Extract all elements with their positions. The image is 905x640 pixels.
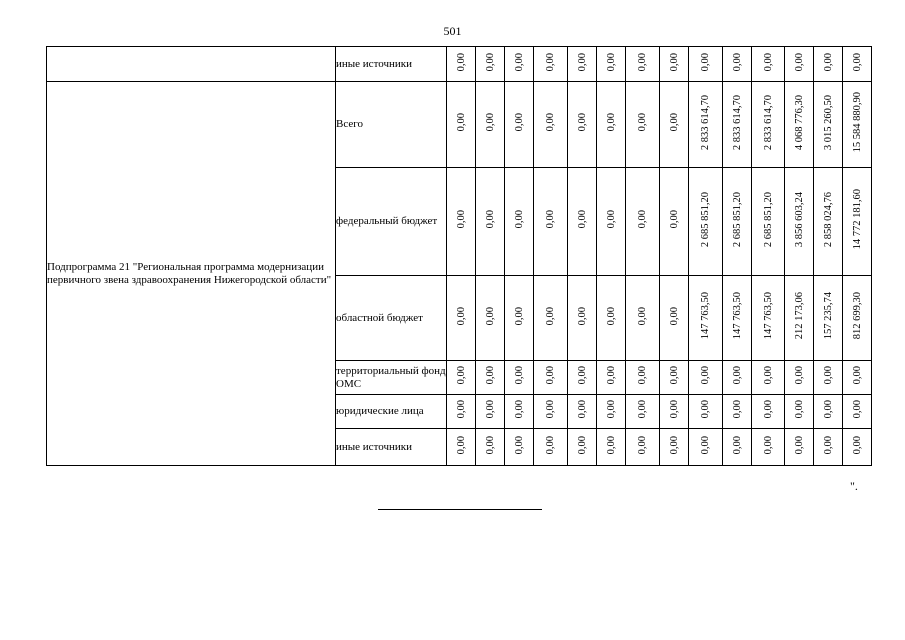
amount-cell xyxy=(534,168,568,276)
amount-cell xyxy=(534,276,568,361)
amount-value: 0,00 xyxy=(637,435,648,455)
amount-cell xyxy=(568,395,597,429)
amount-cell xyxy=(597,82,626,168)
amount-cell xyxy=(660,429,689,466)
amount-value: 0,00 xyxy=(822,435,834,455)
closing-quote: ". xyxy=(850,479,858,493)
amount-value: 2 833 614,70 xyxy=(731,94,743,151)
amount-cell xyxy=(843,168,872,276)
amount-value: 0,00 xyxy=(484,52,496,72)
amount-cell xyxy=(723,276,752,361)
amount-cell xyxy=(660,361,689,395)
amount-cell xyxy=(723,168,752,276)
amount-value: 3 856 603,24 xyxy=(793,191,805,248)
amount-cell xyxy=(723,395,752,429)
amount-value: 0,00 xyxy=(762,366,774,385)
amount-cell xyxy=(843,276,872,361)
amount-value: 0,00 xyxy=(576,366,588,385)
amount-cell xyxy=(843,361,872,395)
amount-cell xyxy=(568,429,597,466)
amount-value: 2 685 851,20 xyxy=(762,191,774,248)
amount-value: 0,00 xyxy=(731,366,743,385)
amount-value: 0,00 xyxy=(762,435,774,455)
amount-cell xyxy=(843,429,872,466)
amount-value: 0,00 xyxy=(851,400,863,419)
amount-value: 0,00 xyxy=(605,366,617,385)
amount-cell xyxy=(689,276,723,361)
amount-value: 0,00 xyxy=(668,400,680,419)
amount-cell xyxy=(843,47,872,82)
amount-cell xyxy=(597,429,626,466)
amount-value: 0,00 xyxy=(513,210,525,229)
amount-value: 0,00 xyxy=(484,210,496,229)
amount-cell xyxy=(626,168,660,276)
separator-line xyxy=(378,509,542,510)
amount-value: 0,00 xyxy=(455,306,467,326)
amount-cell xyxy=(689,168,723,276)
amount-cell xyxy=(505,395,534,429)
amount-cell xyxy=(447,429,476,466)
amount-value: 0,00 xyxy=(513,52,525,72)
amount-cell xyxy=(626,82,660,168)
amount-value: 0,00 xyxy=(762,400,774,419)
amount-value: 0,00 xyxy=(637,52,648,72)
funding-source-cell: федеральный бюджет xyxy=(336,168,447,276)
amount-value: 0,00 xyxy=(637,113,648,132)
amount-value: 0,00 xyxy=(605,435,617,455)
amount-value: 2 858 024,76 xyxy=(822,191,834,248)
amount-cell xyxy=(843,395,872,429)
amount-cell xyxy=(447,47,476,82)
amount-value: 0,00 xyxy=(793,435,805,455)
amount-cell xyxy=(723,429,752,466)
amount-cell xyxy=(447,82,476,168)
amount-value: 0,00 xyxy=(513,400,525,419)
amount-value: 0,00 xyxy=(793,400,805,419)
amount-value: 0,00 xyxy=(668,306,680,326)
amount-cell xyxy=(689,429,723,466)
amount-value: 0,00 xyxy=(605,400,617,419)
amount-cell xyxy=(476,82,505,168)
amount-cell xyxy=(505,47,534,82)
amount-cell xyxy=(534,82,568,168)
amount-cell xyxy=(723,47,752,82)
amount-value: 0,00 xyxy=(576,400,588,419)
funding-table xyxy=(46,46,872,466)
amount-value: 0,00 xyxy=(576,306,588,326)
amount-cell xyxy=(689,47,723,82)
amount-value: 2 685 851,20 xyxy=(700,191,711,248)
funding-source-cell: иные источники xyxy=(336,429,447,466)
amount-value: 147 763,50 xyxy=(731,292,743,340)
amount-value: 0,00 xyxy=(576,113,588,132)
amount-cell xyxy=(505,429,534,466)
amount-value: 0,00 xyxy=(513,435,525,455)
amount-value: 0,00 xyxy=(545,52,556,72)
amount-cell xyxy=(689,361,723,395)
amount-cell xyxy=(785,168,814,276)
amount-value: 812 699,30 xyxy=(851,292,863,340)
amount-value: 0,00 xyxy=(637,366,648,385)
amount-cell xyxy=(534,361,568,395)
subprogram-title: Подпрограмма 21 "Региональная программа модернизации первичного звена здравоохранения Нижегородской области" xyxy=(47,82,336,466)
amount-cell xyxy=(723,361,752,395)
amount-value: 0,00 xyxy=(731,400,743,419)
amount-cell xyxy=(505,82,534,168)
amount-cell xyxy=(568,361,597,395)
amount-value: 0,00 xyxy=(668,113,680,132)
amount-value: 0,00 xyxy=(637,400,648,419)
amount-cell xyxy=(785,395,814,429)
amount-cell xyxy=(626,429,660,466)
amount-value: 147 763,50 xyxy=(700,292,711,340)
amount-cell xyxy=(660,276,689,361)
amount-cell xyxy=(447,276,476,361)
page-number: 501 xyxy=(443,24,462,38)
amount-value: 0,00 xyxy=(545,400,556,419)
amount-cell xyxy=(843,82,872,168)
amount-value: 2 833 614,70 xyxy=(700,94,711,151)
amount-cell xyxy=(597,168,626,276)
amount-cell xyxy=(689,82,723,168)
amount-cell xyxy=(597,47,626,82)
amount-value: 0,00 xyxy=(851,52,863,72)
amount-cell xyxy=(476,361,505,395)
amount-cell xyxy=(447,168,476,276)
amount-value: 2 833 614,70 xyxy=(762,94,774,151)
amount-cell xyxy=(785,276,814,361)
amount-value: 3 015 260,50 xyxy=(822,94,834,151)
amount-value: 0,00 xyxy=(455,210,467,229)
amount-value: 0,00 xyxy=(793,52,805,72)
amount-cell xyxy=(814,82,843,168)
amount-cell xyxy=(568,168,597,276)
amount-value: 0,00 xyxy=(576,435,588,455)
amount-value: 0,00 xyxy=(455,113,467,132)
amount-cell xyxy=(752,395,785,429)
amount-value: 0,00 xyxy=(545,435,556,455)
amount-value: 0,00 xyxy=(513,113,525,132)
amount-value: 0,00 xyxy=(605,52,617,72)
amount-value: 0,00 xyxy=(637,210,648,229)
amount-value: 4 068 776,30 xyxy=(793,94,805,151)
amount-value: 0,00 xyxy=(605,113,617,132)
amount-cell xyxy=(476,429,505,466)
amount-value: 0,00 xyxy=(545,306,556,326)
amount-cell xyxy=(505,361,534,395)
amount-value: 0,00 xyxy=(455,52,467,72)
amount-cell xyxy=(752,276,785,361)
amount-cell xyxy=(476,47,505,82)
amount-value: 0,00 xyxy=(822,400,834,419)
amount-value: 0,00 xyxy=(605,210,617,229)
amount-cell xyxy=(689,395,723,429)
amount-cell xyxy=(814,395,843,429)
amount-cell xyxy=(568,82,597,168)
amount-cell xyxy=(785,361,814,395)
amount-cell xyxy=(626,47,660,82)
funding-source-cell: областной бюджет xyxy=(336,276,447,361)
amount-cell xyxy=(447,395,476,429)
amount-value: 0,00 xyxy=(700,52,711,72)
amount-value: 0,00 xyxy=(484,400,496,419)
table-row xyxy=(47,82,872,168)
amount-value: 0,00 xyxy=(484,113,496,132)
amount-value: 0,00 xyxy=(637,306,648,326)
funding-source-cell: юридические лица xyxy=(336,395,447,429)
amount-cell xyxy=(505,276,534,361)
amount-value: 0,00 xyxy=(851,366,863,385)
amount-cell xyxy=(568,276,597,361)
amount-cell xyxy=(752,429,785,466)
amount-cell xyxy=(785,47,814,82)
amount-value: 0,00 xyxy=(668,366,680,385)
empty-program-cell xyxy=(47,47,336,82)
amount-value: 15 584 880,90 xyxy=(851,92,863,153)
amount-cell xyxy=(626,361,660,395)
amount-value: 0,00 xyxy=(822,52,834,72)
amount-value: 0,00 xyxy=(545,113,556,132)
amount-cell xyxy=(752,361,785,395)
amount-value: 0,00 xyxy=(668,52,680,72)
table-row xyxy=(47,47,872,82)
amount-cell xyxy=(534,395,568,429)
amount-cell xyxy=(814,429,843,466)
amount-value: 14 772 181,60 xyxy=(851,189,863,250)
funding-source-cell: территориальный фонд ОМС xyxy=(336,361,447,395)
amount-value: 0,00 xyxy=(793,366,805,385)
amount-cell xyxy=(752,47,785,82)
amount-cell xyxy=(534,47,568,82)
amount-value: 2 685 851,20 xyxy=(731,191,743,248)
amount-cell xyxy=(785,429,814,466)
amount-value: 0,00 xyxy=(822,366,834,385)
amount-cell xyxy=(534,429,568,466)
amount-value: 0,00 xyxy=(455,400,467,419)
amount-value: 0,00 xyxy=(545,366,556,385)
amount-value: 0,00 xyxy=(731,52,743,72)
amount-cell xyxy=(660,395,689,429)
amount-cell xyxy=(476,395,505,429)
amount-value: 0,00 xyxy=(484,435,496,455)
amount-value: 0,00 xyxy=(700,400,711,419)
amount-value: 0,00 xyxy=(455,366,467,385)
amount-value: 0,00 xyxy=(576,210,588,229)
amount-value: 0,00 xyxy=(576,52,588,72)
amount-cell xyxy=(476,168,505,276)
amount-cell xyxy=(447,361,476,395)
amount-value: 0,00 xyxy=(513,366,525,385)
amount-cell xyxy=(814,276,843,361)
amount-value: 0,00 xyxy=(731,435,743,455)
amount-cell xyxy=(814,47,843,82)
amount-cell xyxy=(752,82,785,168)
amount-value: 0,00 xyxy=(455,435,467,455)
amount-cell xyxy=(476,276,505,361)
amount-value: 157 235,74 xyxy=(822,292,834,340)
amount-value: 0,00 xyxy=(605,306,617,326)
amount-cell xyxy=(660,82,689,168)
amount-cell xyxy=(505,168,534,276)
amount-cell xyxy=(626,395,660,429)
amount-value: 0,00 xyxy=(484,306,496,326)
amount-value: 212 173,06 xyxy=(793,292,805,340)
amount-value: 0,00 xyxy=(484,366,496,385)
amount-cell xyxy=(785,82,814,168)
amount-cell xyxy=(626,276,660,361)
amount-cell xyxy=(568,47,597,82)
amount-value: 0,00 xyxy=(668,435,680,455)
amount-value: 0,00 xyxy=(668,210,680,229)
amount-value: 0,00 xyxy=(700,435,711,455)
amount-cell xyxy=(597,276,626,361)
amount-value: 147 763,50 xyxy=(762,292,774,340)
amount-value: 0,00 xyxy=(851,435,863,455)
amount-value: 0,00 xyxy=(762,52,774,72)
amount-cell xyxy=(660,168,689,276)
funding-source-cell: иные источники xyxy=(336,47,447,82)
amount-cell xyxy=(814,168,843,276)
amount-cell xyxy=(597,361,626,395)
amount-cell xyxy=(660,47,689,82)
amount-cell xyxy=(814,361,843,395)
amount-cell xyxy=(597,395,626,429)
amount-cell xyxy=(723,82,752,168)
amount-value: 0,00 xyxy=(545,210,556,229)
amount-value: 0,00 xyxy=(700,366,711,385)
amount-value: 0,00 xyxy=(513,306,525,326)
funding-source-cell: Всего xyxy=(336,82,447,168)
amount-cell xyxy=(752,168,785,276)
